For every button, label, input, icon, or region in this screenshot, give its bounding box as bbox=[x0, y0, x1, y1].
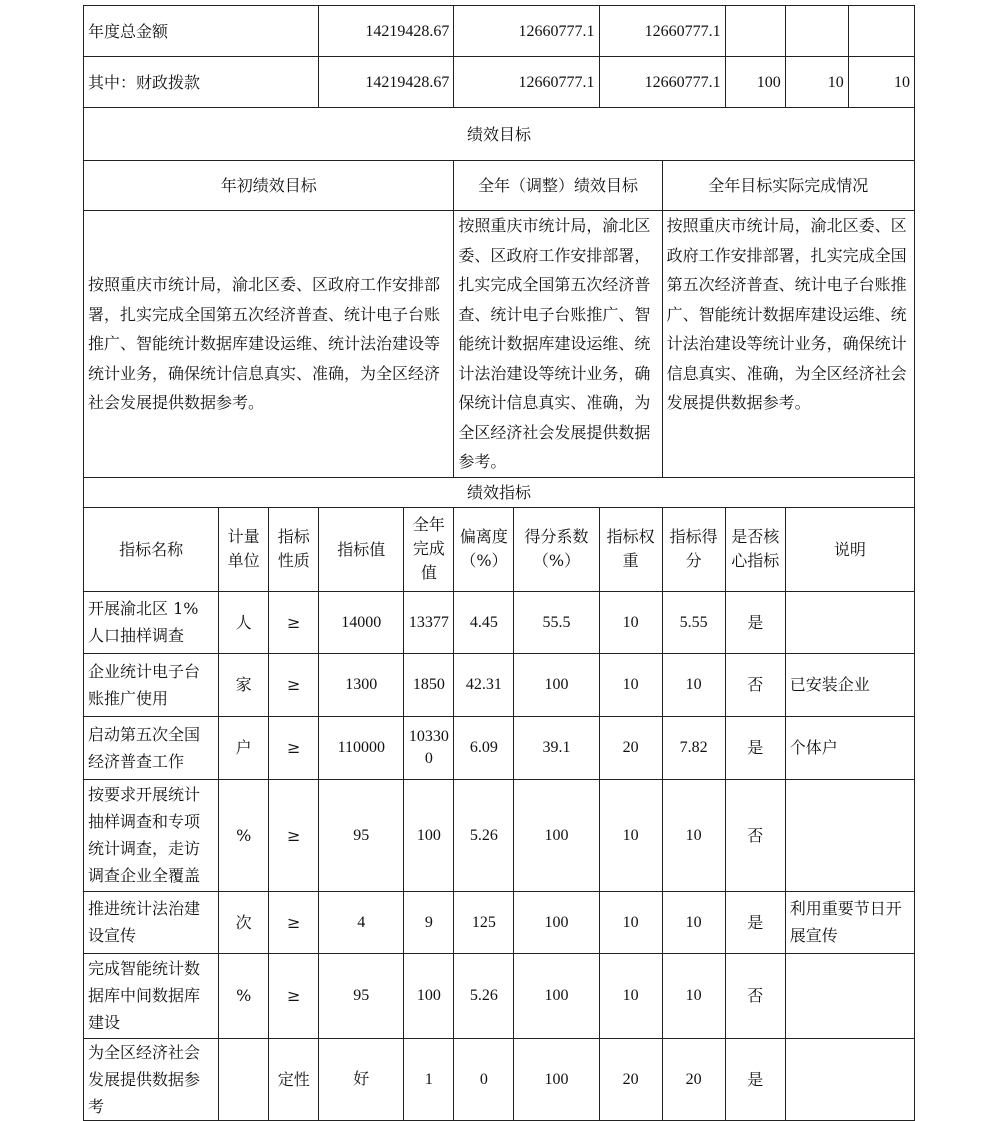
indicator-score: 10 bbox=[662, 653, 725, 716]
indicator-note bbox=[785, 953, 914, 1038]
indicator-value: 95 bbox=[319, 779, 404, 891]
indicator-actual: 9 bbox=[404, 891, 454, 953]
budget-value-2: 12660777.1 bbox=[454, 6, 599, 57]
indicator-weight: 20 bbox=[599, 1038, 662, 1120]
indicator-row bbox=[84, 716, 915, 779]
indicator-core: 是 bbox=[725, 891, 785, 953]
indicator-weight: 10 bbox=[599, 653, 662, 716]
indicator-weight: 10 bbox=[599, 953, 662, 1038]
indicator-nature: ≥ bbox=[269, 716, 319, 779]
goals-section-title: 绩效目标 bbox=[84, 108, 915, 161]
indicator-note: 利用重要节日开展宣传 bbox=[785, 891, 914, 953]
indicator-coef: 39.1 bbox=[514, 716, 599, 779]
header-nature: 指标性质 bbox=[269, 507, 319, 591]
indicator-core: 否 bbox=[725, 779, 785, 891]
indicator-deviation: 5.26 bbox=[454, 953, 514, 1038]
indicator-core: 是 bbox=[725, 716, 785, 779]
header-core: 是否核心指标 bbox=[725, 507, 785, 591]
indicator-coef: 100 bbox=[514, 779, 599, 891]
indicator-name: 企业统计电子台账推广使用 bbox=[84, 653, 219, 716]
budget-label: 其中：财政拨款 bbox=[84, 57, 319, 108]
header-name: 指标名称 bbox=[84, 507, 219, 591]
indicator-name: 按要求开展统计抽样调查和专项统计调查，走访调查企业全覆盖 bbox=[84, 779, 219, 891]
budget-value-3: 12660777.1 bbox=[599, 57, 725, 108]
goals-text-actual: 按照重庆市统计局，渝北区委、区政府工作安排部署，扎实完成全国第五次经济普查、统计电子台账推广、智能统计数据库建设运维、统计法治建设等统计业务，确保统计信息真实、准确，为全区经济社会发展提供数据参考。 bbox=[662, 211, 914, 478]
goals-section-row bbox=[84, 108, 915, 161]
indicator-name: 启动第五次全国经济普查工作 bbox=[84, 716, 219, 779]
indicator-deviation: 6.09 bbox=[454, 716, 514, 779]
budget-value-6 bbox=[848, 6, 914, 57]
budget-row-total bbox=[84, 6, 915, 57]
budget-label: 年度总金额 bbox=[84, 6, 319, 57]
indicator-unit: % bbox=[219, 953, 269, 1038]
indicator-deviation: 42.31 bbox=[454, 653, 514, 716]
indicator-actual: 103300 bbox=[404, 716, 454, 779]
indicator-unit: 人 bbox=[219, 591, 269, 653]
indicator-value: 1300 bbox=[319, 653, 404, 716]
indicator-actual: 100 bbox=[404, 953, 454, 1038]
indicator-nature: ≥ bbox=[269, 779, 319, 891]
header-actual: 全年完成值 bbox=[404, 507, 454, 591]
indicator-actual: 100 bbox=[404, 779, 454, 891]
indicator-note: 个体户 bbox=[785, 716, 914, 779]
indicator-core: 否 bbox=[725, 653, 785, 716]
goals-col-adjusted: 全年（调整）绩效目标 bbox=[454, 161, 662, 211]
indicator-deviation: 5.26 bbox=[454, 779, 514, 891]
header-value: 指标值 bbox=[319, 507, 404, 591]
goals-col-initial: 年初绩效目标 bbox=[84, 161, 454, 211]
indicator-row bbox=[84, 1038, 915, 1120]
indicator-nature: ≥ bbox=[269, 953, 319, 1038]
header-coef: 得分系数（%） bbox=[514, 507, 599, 591]
indicator-weight: 10 bbox=[599, 779, 662, 891]
indicator-value: 14000 bbox=[319, 591, 404, 653]
indicators-header-row bbox=[84, 507, 915, 591]
indicator-unit: 家 bbox=[219, 653, 269, 716]
budget-value-3: 12660777.1 bbox=[599, 6, 725, 57]
budget-value-2: 12660777.1 bbox=[454, 57, 599, 108]
indicator-note bbox=[785, 1038, 914, 1120]
indicator-actual: 1 bbox=[404, 1038, 454, 1120]
budget-value-1: 14219428.67 bbox=[319, 57, 454, 108]
indicator-coef: 100 bbox=[514, 953, 599, 1038]
indicator-score: 10 bbox=[662, 891, 725, 953]
indicator-actual: 13377 bbox=[404, 591, 454, 653]
goals-text-row bbox=[84, 211, 915, 478]
indicator-row bbox=[84, 591, 915, 653]
goals-col-actual: 全年目标实际完成情况 bbox=[662, 161, 914, 211]
indicator-note bbox=[785, 591, 914, 653]
indicator-row bbox=[84, 653, 915, 716]
indicator-row bbox=[84, 953, 915, 1038]
indicator-nature: ≥ bbox=[269, 653, 319, 716]
indicator-score: 7.82 bbox=[662, 716, 725, 779]
budget-row-fiscal bbox=[84, 57, 915, 108]
indicator-coef: 55.5 bbox=[514, 591, 599, 653]
indicator-deviation: 0 bbox=[454, 1038, 514, 1120]
indicator-score: 20 bbox=[662, 1038, 725, 1120]
indicator-note bbox=[785, 779, 914, 891]
indicator-coef: 100 bbox=[514, 1038, 599, 1120]
header-score: 指标得分 bbox=[662, 507, 725, 591]
indicator-coef: 100 bbox=[514, 891, 599, 953]
indicator-actual: 1850 bbox=[404, 653, 454, 716]
indicator-value: 好 bbox=[319, 1038, 404, 1120]
indicator-unit: 次 bbox=[219, 891, 269, 953]
header-note: 说明 bbox=[785, 507, 914, 591]
indicator-score: 10 bbox=[662, 953, 725, 1038]
indicator-nature: 定性 bbox=[269, 1038, 319, 1120]
indicators-section-title: 绩效指标 bbox=[84, 477, 915, 507]
indicator-value: 110000 bbox=[319, 716, 404, 779]
budget-value-4 bbox=[725, 6, 785, 57]
budget-value-4: 100 bbox=[725, 57, 785, 108]
indicator-core: 否 bbox=[725, 953, 785, 1038]
indicator-score: 5.55 bbox=[662, 591, 725, 653]
goals-text-adjusted: 按照重庆市统计局，渝北区委、区政府工作安排部署，扎实完成全国第五次经济普查、统计电子台账推广、智能统计数据库建设运维、统计法治建设等统计业务，确保统计信息真实、准确，为全区经济社会发展提供数据参考。 bbox=[454, 211, 662, 478]
indicator-weight: 10 bbox=[599, 891, 662, 953]
budget-value-5: 10 bbox=[785, 57, 848, 108]
indicator-score: 10 bbox=[662, 779, 725, 891]
header-weight: 指标权重 bbox=[599, 507, 662, 591]
indicator-name: 完成智能统计数据库中间数据库建设 bbox=[84, 953, 219, 1038]
indicator-unit bbox=[219, 1038, 269, 1120]
indicator-coef: 100 bbox=[514, 653, 599, 716]
goals-header-row bbox=[84, 161, 915, 211]
indicator-nature: ≥ bbox=[269, 591, 319, 653]
indicator-name: 为全区经济社会发展提供数据参考 bbox=[84, 1038, 219, 1120]
indicator-weight: 20 bbox=[599, 716, 662, 779]
indicator-nature: ≥ bbox=[269, 891, 319, 953]
budget-value-1: 14219428.67 bbox=[319, 6, 454, 57]
indicator-name: 开展渝北区 1%人口抽样调查 bbox=[84, 591, 219, 653]
indicator-unit: % bbox=[219, 779, 269, 891]
indicator-unit: 户 bbox=[219, 716, 269, 779]
indicator-core: 是 bbox=[725, 591, 785, 653]
indicator-row bbox=[84, 779, 915, 891]
indicator-note: 已安装企业 bbox=[785, 653, 914, 716]
performance-table bbox=[83, 5, 915, 1121]
indicator-value: 4 bbox=[319, 891, 404, 953]
indicator-value: 95 bbox=[319, 953, 404, 1038]
indicator-row bbox=[84, 891, 915, 953]
header-unit: 计量单位 bbox=[219, 507, 269, 591]
header-deviation: 偏离度（%） bbox=[454, 507, 514, 591]
indicators-section-row bbox=[84, 477, 915, 507]
indicator-deviation: 4.45 bbox=[454, 591, 514, 653]
budget-value-6: 10 bbox=[848, 57, 914, 108]
indicator-name: 推进统计法治建设宣传 bbox=[84, 891, 219, 953]
indicator-core: 是 bbox=[725, 1038, 785, 1120]
budget-value-5 bbox=[785, 6, 848, 57]
indicator-deviation: 125 bbox=[454, 891, 514, 953]
goals-text-initial: 按照重庆市统计局，渝北区委、区政府工作安排部署，扎实完成全国第五次经济普查、统计电子台账推广、智能统计数据库建设运维、统计法治建设等统计业务，确保统计信息真实、准确，为全区经济社会发展提供数据参考。 bbox=[84, 211, 454, 478]
indicator-weight: 10 bbox=[599, 591, 662, 653]
